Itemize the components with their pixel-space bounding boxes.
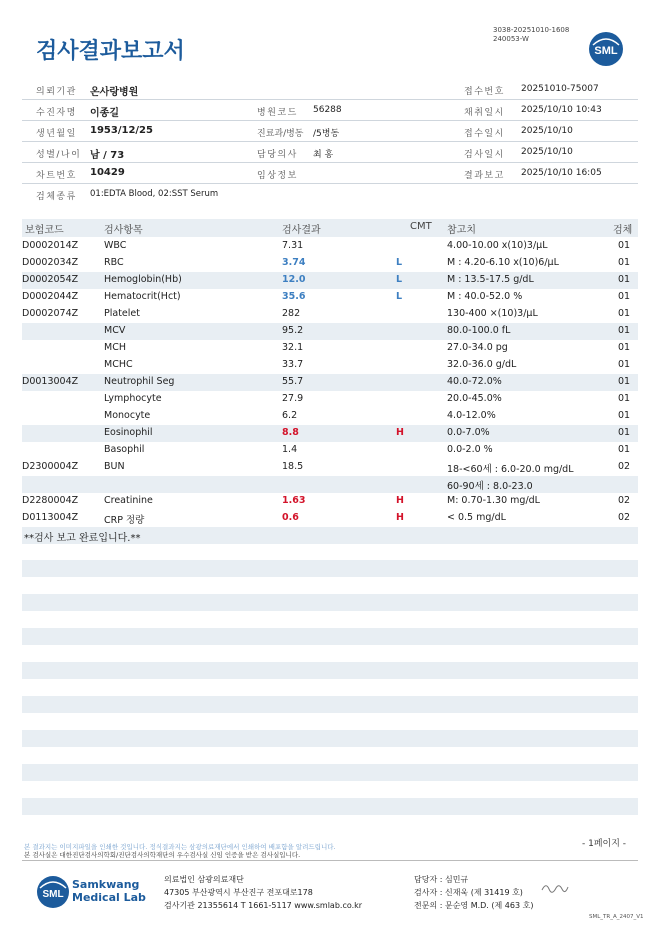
staff-info	[414, 873, 533, 912]
row-reference: 18-<60세 : 6.0-20.0 mg/dL	[447, 464, 574, 475]
info-row-3	[22, 122, 638, 142]
table-row	[22, 272, 638, 289]
row-test-name: CRP 정량	[104, 515, 145, 526]
dept-label: 진료과/병동	[257, 129, 304, 139]
row-specimen: 01	[618, 376, 631, 387]
received-label: 접수일시	[464, 129, 505, 139]
row-result: 1.4	[282, 444, 298, 455]
row-specimen: 01	[618, 240, 631, 251]
brand-logo-text: SML	[42, 889, 64, 900]
row-result: 18.5	[282, 461, 304, 472]
row-reference: 80.0-100.0 fL	[447, 325, 511, 336]
specimen-label: 검체종류	[36, 192, 77, 202]
dept-value: /5병동	[313, 129, 340, 139]
form-code: SML_TR_A_2407_V1	[589, 914, 644, 920]
document-number-line2: 240053-W	[493, 35, 529, 43]
row-test-name: MCV	[104, 325, 126, 336]
chart-label: 차트번호	[36, 171, 77, 181]
staff-tester: 검사자 : 신재욱 (제 31419 호)	[414, 888, 523, 897]
row-reference: 0.0-2.0 %	[447, 444, 493, 455]
row-specimen: 01	[618, 427, 631, 438]
info-row-1	[22, 80, 638, 100]
info-row-2	[22, 101, 638, 121]
hospital-code-label: 병원코드	[257, 108, 298, 118]
row-reference: 60-90세 : 8.0-23.0	[447, 481, 533, 492]
row-specimen: 02	[618, 495, 631, 506]
row-specimen: 01	[618, 325, 631, 336]
info-row-5	[22, 164, 638, 184]
row-reference: 4.00-10.00 x(10)3/μL	[447, 240, 548, 251]
row-test-name: Creatinine	[104, 495, 153, 506]
row-reference: 32.0-36.0 g/dL	[447, 359, 517, 370]
staff-specialist: 전문의 : 문순영 M.D. (제 463 호)	[414, 901, 534, 910]
empty-row	[22, 798, 638, 815]
row-result: 8.8	[282, 427, 299, 438]
row-code: D2300004Z	[22, 461, 79, 472]
table-row	[22, 340, 638, 357]
row-specimen: 01	[618, 274, 631, 285]
logo-text: SML	[594, 45, 618, 57]
row-specimen: 01	[618, 393, 631, 404]
table-row	[22, 408, 638, 425]
empty-row	[22, 560, 638, 577]
table-row	[22, 323, 638, 340]
org-name: 의료법인 삼광의료재단	[164, 875, 244, 884]
row-result: 12.0	[282, 274, 306, 285]
report-complete-text: **검사 보고 완료입니다.**	[24, 533, 141, 544]
receipt-no-label: 접수번호	[464, 87, 505, 97]
row-test-name: Hemoglobin(Hb)	[104, 274, 182, 285]
row-code: D0002044Z	[22, 291, 79, 302]
row-result: 27.9	[282, 393, 304, 404]
staff-manager: 담당자 : 심민규	[414, 875, 469, 884]
sex-age-label: 성별/나이	[36, 150, 82, 160]
row-result: 1.63	[282, 495, 306, 506]
table-row	[22, 238, 638, 255]
row-result: 55.7	[282, 376, 304, 387]
row-specimen: 01	[618, 410, 631, 421]
row-result: 6.2	[282, 410, 298, 421]
org-address: 47305 부산광역시 부산진구 전포대로178	[164, 888, 313, 897]
header-code: 보험코드	[25, 225, 64, 236]
row-reference: M : 40.0-52.0 %	[447, 291, 523, 302]
row-test-name: RBC	[104, 257, 124, 268]
table-row	[22, 442, 638, 459]
tested-value: 2025/10/10	[521, 147, 573, 157]
row-test-name: WBC	[104, 240, 127, 251]
chart-value: 10429	[90, 167, 125, 178]
table-row	[22, 425, 638, 442]
birth-value: 1953/12/25	[90, 125, 153, 136]
table-row	[22, 527, 638, 544]
table-row	[22, 459, 638, 476]
row-code: D2280004Z	[22, 495, 79, 506]
row-result: 35.6	[282, 291, 306, 302]
row-specimen: 02	[618, 461, 631, 472]
table-row	[22, 374, 638, 391]
row-reference: 27.0-34.0 pg	[447, 342, 508, 353]
institution-label: 의뢰기관	[36, 87, 77, 97]
name-value: 이종길	[90, 108, 119, 119]
receipt-no-value: 20251010-75007	[521, 84, 599, 94]
row-reference: 40.0-72.0%	[447, 376, 502, 387]
header-name: 검사항목	[104, 225, 143, 236]
brand-name-line1: Samkwang	[72, 878, 140, 891]
received-value: 2025/10/10	[521, 126, 573, 136]
footer-note-print: 본 결과지는 이미지파일을 인쇄한 것입니다. 정식결과지는 삼광의료재단에서 인쇄하여 배포함을 알려드립니다.	[24, 843, 336, 851]
tested-label: 검사일시	[464, 150, 505, 160]
row-result: 33.7	[282, 359, 304, 370]
row-reference: 130-400 ×(10)3/μL	[447, 308, 538, 319]
document-number-line1: 3038-20251010-1608	[493, 26, 570, 34]
brand-name-line2: Medical Lab	[72, 891, 146, 904]
collected-label: 채취일시	[464, 108, 505, 118]
table-row	[22, 476, 638, 493]
institution-value: 온사랑병원	[90, 87, 139, 98]
empty-row	[22, 764, 638, 781]
hospital-code-value: 56288	[313, 105, 342, 115]
info-row-4	[22, 143, 638, 163]
row-test-name: MCH	[104, 342, 126, 353]
organization-info	[164, 873, 362, 912]
table-row	[22, 255, 638, 272]
row-reference: M : 4.20-6.10 x(10)6/μL	[447, 257, 559, 268]
info-row-6	[22, 185, 638, 205]
empty-row	[22, 730, 638, 747]
row-result: 282	[282, 308, 301, 319]
row-specimen: 01	[618, 257, 631, 268]
table-row	[22, 391, 638, 408]
header-result: 검사결과	[282, 225, 321, 236]
row-code: D0002054Z	[22, 274, 79, 285]
org-contact: 검사기관 21355614 T 1661-5117 www.smlab.co.kr	[164, 901, 363, 910]
empty-row	[22, 696, 638, 713]
name-label: 수진자명	[36, 108, 77, 118]
row-flag: H	[396, 427, 404, 438]
row-flag: H	[396, 495, 404, 506]
row-code: D0002074Z	[22, 308, 79, 319]
signature-icon	[540, 880, 570, 897]
row-specimen: 01	[618, 291, 631, 302]
row-result: 7.31	[282, 240, 304, 251]
footer-divider	[22, 860, 638, 861]
table-row	[22, 306, 638, 323]
row-test-name: BUN	[104, 461, 125, 472]
footer-note-certification: 본 검사실은 대한진단검사의학회/진단검사의학재단의 우수검사실 신임 인증을 받은 검사실입니다.	[24, 851, 301, 859]
row-test-name: Monocyte	[104, 410, 151, 421]
row-result: 32.1	[282, 342, 304, 353]
row-result: 0.6	[282, 512, 299, 523]
row-specimen: 01	[618, 359, 631, 370]
clinical-label: 임상정보	[257, 171, 298, 181]
row-result: 95.2	[282, 325, 304, 336]
row-reference: M: 0.70-1.30 mg/dL	[447, 495, 540, 506]
empty-row	[22, 628, 638, 645]
row-reference: 0.0-7.0%	[447, 427, 490, 438]
reported-value: 2025/10/10 16:05	[521, 168, 602, 178]
page-number: - 1페이지 -	[582, 839, 627, 849]
row-test-name: MCHC	[104, 359, 133, 370]
header-spec: 검체	[613, 225, 633, 236]
row-test-name: Basophil	[104, 444, 145, 455]
table-row	[22, 289, 638, 306]
reported-label: 결과보고	[464, 171, 505, 181]
report-title: 검사결과보고서	[36, 39, 185, 64]
row-code: D0002014Z	[22, 240, 79, 251]
row-test-name: Platelet	[104, 308, 140, 319]
table-row	[22, 357, 638, 374]
row-reference: 20.0-45.0%	[447, 393, 502, 404]
header-cmt: CMT	[410, 221, 432, 232]
birth-label: 생년월일	[36, 129, 77, 139]
row-test-name: Eosinophil	[104, 427, 153, 438]
table-row	[22, 510, 638, 527]
row-result: 3.74	[282, 257, 306, 268]
row-reference: M : 13.5-17.5 g/dL	[447, 274, 534, 285]
brand-name	[72, 878, 146, 904]
empty-row	[22, 594, 638, 611]
row-specimen: 01	[618, 342, 631, 353]
row-flag: L	[396, 257, 403, 268]
table-header	[22, 219, 638, 237]
row-flag: L	[396, 274, 403, 285]
sex-age-value: 남 / 73	[90, 150, 125, 161]
row-test-name: Neutrophil Seg	[104, 376, 175, 387]
row-specimen: 01	[618, 308, 631, 319]
row-code: D0013004Z	[22, 376, 79, 387]
empty-row	[22, 662, 638, 679]
row-reference: < 0.5 mg/dL	[447, 512, 506, 523]
specimen-value: 01:EDTA Blood, 02:SST Serum	[90, 189, 219, 199]
header-ref: 참고치	[447, 225, 476, 236]
doctor-value: 최 홍	[313, 150, 334, 160]
row-code: D0002034Z	[22, 257, 79, 268]
row-specimen: 01	[618, 444, 631, 455]
row-test-name: Lymphocyte	[104, 393, 162, 404]
row-test-name: Hematocrit(Hct)	[104, 291, 181, 302]
collected-value: 2025/10/10 10:43	[521, 105, 602, 115]
row-code: D0113004Z	[22, 512, 79, 523]
sml-logo	[588, 31, 624, 71]
row-flag: L	[396, 291, 403, 302]
row-specimen: 02	[618, 512, 631, 523]
table-row	[22, 493, 638, 510]
doctor-label: 담당의사	[257, 150, 298, 160]
row-reference: 4.0-12.0%	[447, 410, 496, 421]
document-number	[493, 26, 569, 44]
row-flag: H	[396, 512, 404, 523]
